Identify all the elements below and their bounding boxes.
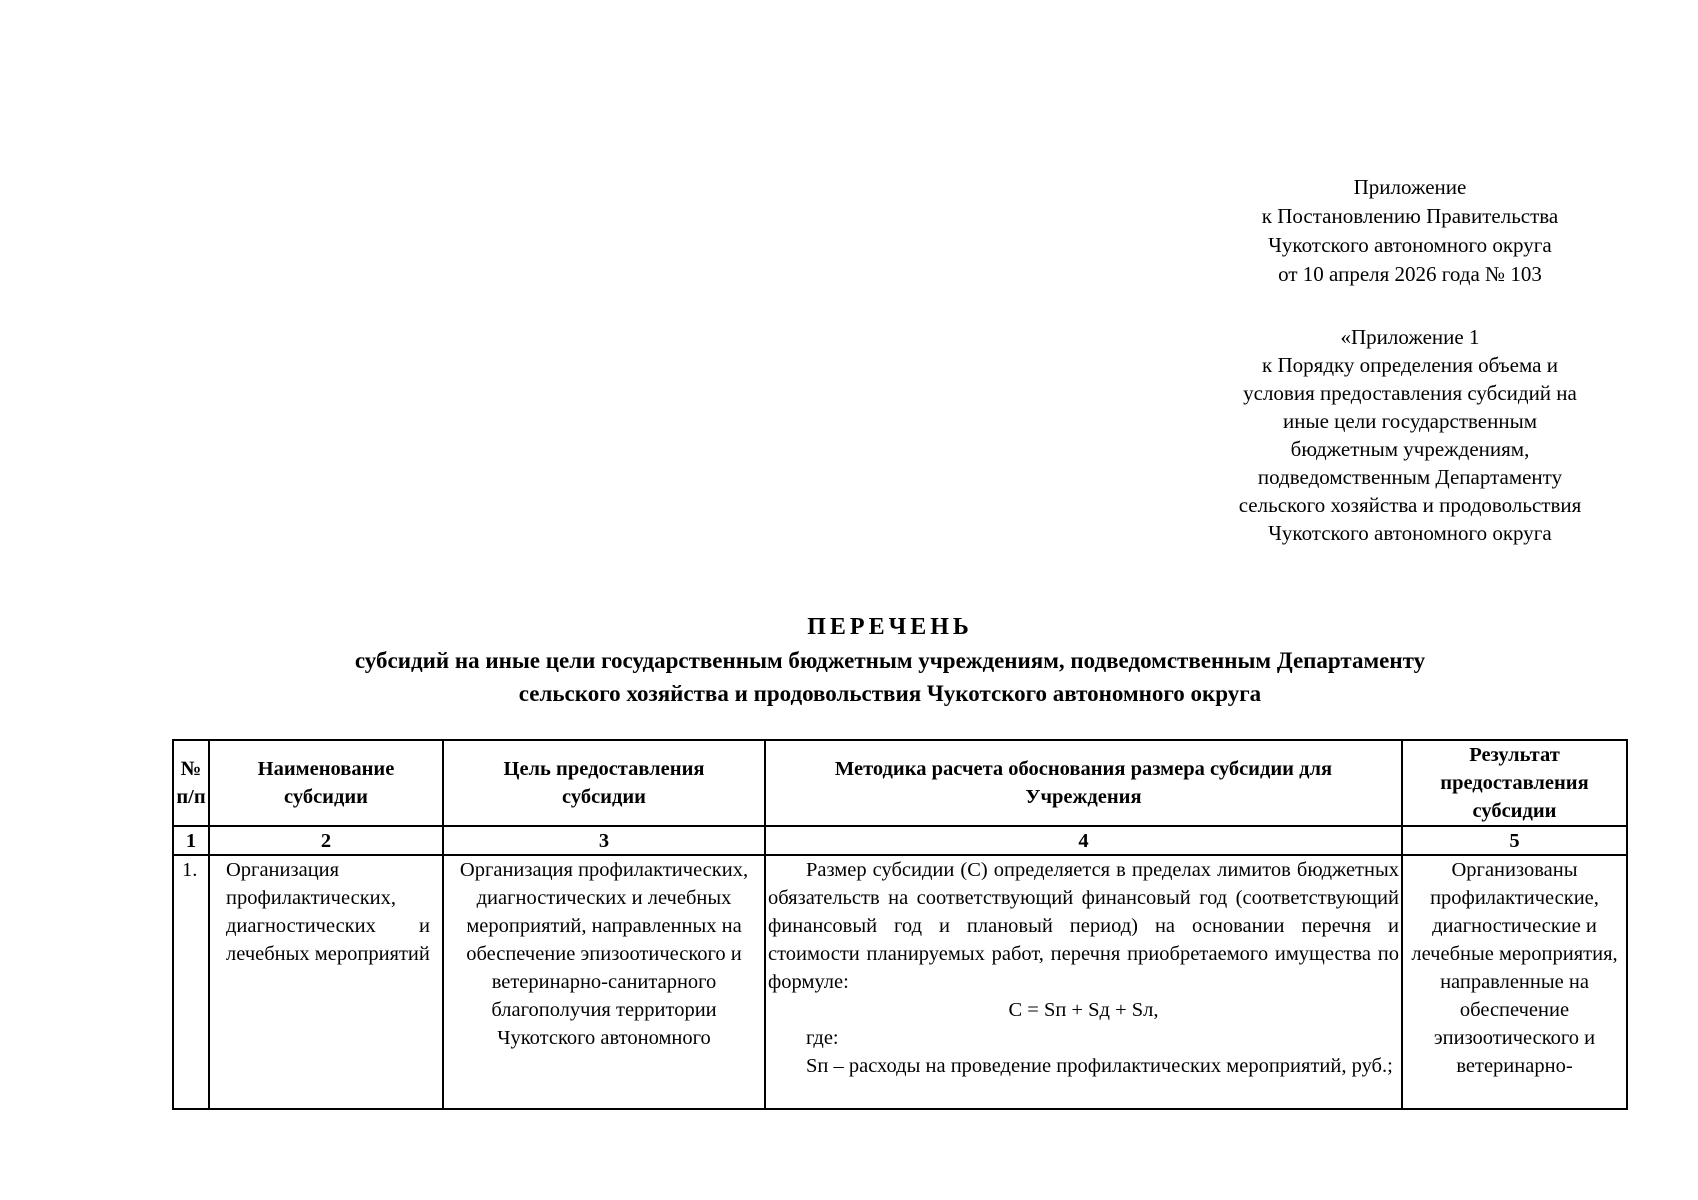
appendix-1-line: подведомственным Департаменту bbox=[1257, 465, 1563, 489]
document-title bbox=[150, 611, 1630, 710]
table-row bbox=[173, 855, 1627, 1109]
column-number: 5 bbox=[1402, 826, 1627, 855]
column-number-row bbox=[173, 826, 1627, 855]
appendix-1-line: бюджетным учреждениям, bbox=[1290, 437, 1530, 461]
appendix-line: Чукотского автономного округа bbox=[1268, 233, 1552, 257]
row-result: Организованы профилактические, диагностические и лечебные мероприятия, направленные на обеспечение эпизоотического и ветеринарно- bbox=[1411, 859, 1618, 1077]
appendix-line: к Постановлению Правительства bbox=[1261, 204, 1559, 228]
title-main: ПЕРЕЧЕНЬ bbox=[807, 614, 973, 640]
appendix-header bbox=[1190, 173, 1630, 289]
row-number-cell bbox=[173, 855, 209, 1109]
appendix-1-line: к Порядку определения объема и bbox=[1262, 353, 1558, 377]
row-name: Организация профилактических, диагностических и лечебных мероприятий bbox=[226, 859, 430, 965]
method-formula: С = Sп + Sд + Sл, bbox=[1008, 999, 1159, 1021]
title-subtitle-line-2: сельского хозяйства и продовольствия Чукотского автономного округа bbox=[518, 681, 1262, 706]
row-method bbox=[766, 856, 1401, 1108]
row-name-cell bbox=[209, 855, 443, 1109]
row-purpose-cell bbox=[443, 855, 765, 1109]
header-method: Методика расчета обоснования размера субсидии для Учреждения bbox=[765, 740, 1402, 826]
appendix-1-line: иные цели государственным bbox=[1282, 409, 1537, 433]
appendix-1-line: Чукотского автономного округа bbox=[1268, 521, 1552, 545]
appendix-1-line: сельского хозяйства и продовольствия bbox=[1238, 493, 1582, 517]
method-paragraph: Размер субсидии (С) определяется в пределах лимитов бюджетных обязательств на соответствующий финансовый год (соответствующий финансовый год и плановый период) на основании перечня и стоимости планируемых работ, перечня приобретаемого имущества по формуле: bbox=[768, 859, 1399, 993]
header-number: № п/п bbox=[173, 740, 209, 826]
appendix-1-line: условия предоставления субсидий на bbox=[1243, 381, 1577, 405]
appendix-1-line: «Приложение 1 bbox=[1340, 325, 1480, 349]
subsidy-table bbox=[172, 739, 1628, 1110]
header-purpose: Цель предоставления субсидии bbox=[443, 740, 765, 826]
row-method-cell bbox=[765, 855, 1402, 1109]
method-sp-definition: Sп – расходы на проведение профилактических мероприятий, руб.; bbox=[806, 1055, 1393, 1077]
column-number: 3 bbox=[443, 826, 765, 855]
column-number: 4 bbox=[765, 826, 1402, 855]
title-subtitle-line-1: субсидий на иные цели государственным бюджетным учреждениям, подведомственным Департаменту bbox=[354, 648, 1426, 673]
appendix-line: от 10 апреля 2026 года № 103 bbox=[1278, 262, 1542, 286]
column-number: 1 bbox=[173, 826, 209, 855]
method-where: где: bbox=[806, 1027, 839, 1049]
appendix-line: Приложение bbox=[1353, 175, 1467, 199]
row-purpose: Организация профилактических, диагностических и лечебных мероприятий, направленных на обеспечение эпизоотического и ветеринарно-санитарного благополучия территории Чукотского автономного bbox=[459, 859, 749, 1049]
row-result-cell bbox=[1402, 855, 1627, 1109]
row-number: 1. bbox=[182, 859, 198, 881]
header-name: Наименование субсидии bbox=[209, 740, 443, 826]
header-row bbox=[173, 740, 1627, 826]
header-result: Результат предоставления субсидии bbox=[1402, 740, 1627, 826]
appendix-1-header bbox=[1190, 323, 1630, 547]
column-number: 2 bbox=[209, 826, 443, 855]
